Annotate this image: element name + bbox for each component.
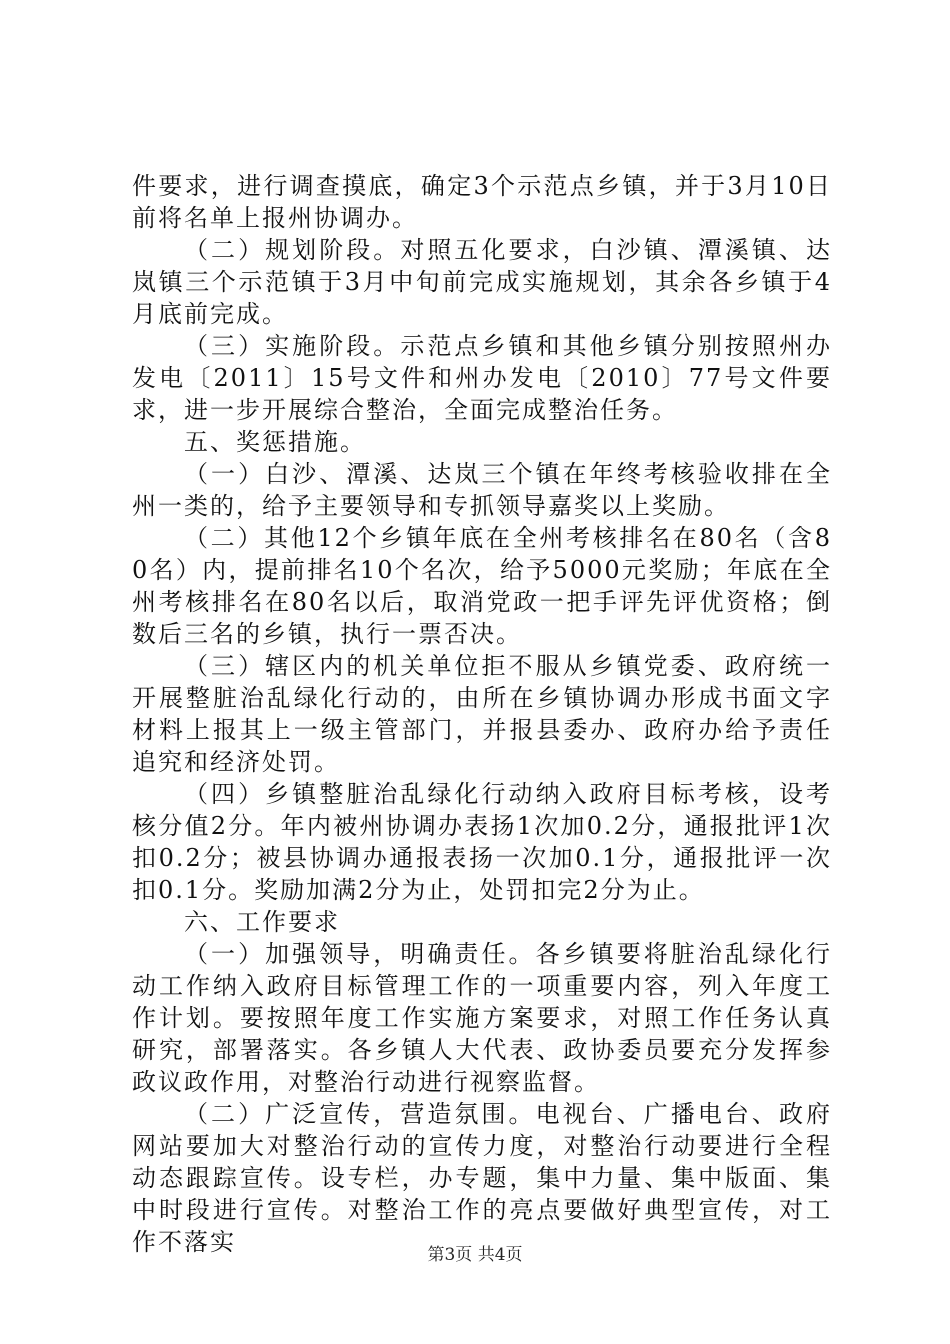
paragraph-reward-3: （三）辖区内的机关单位拒不服从乡镇党委、政府统一开展整脏治乱绿化行动的，由所在乡镇协调办形成书面文字材料上报其上一级主管部门，并报县委办、政府办给予责任追究和经济处罚。 bbox=[132, 652, 832, 776]
paragraph-reward-4: （四）乡镇整脏治乱绿化行动纳入政府目标考核，设考核分值2分。年内被州协调办表扬1次加0.2分，通报批评1次扣0.2分；被县协调办通报表扬一次加0.1分，通报批评一次扣0.1分。奖励加满2分为止，处罚扣完2分为止。 bbox=[132, 780, 832, 904]
document-body bbox=[132, 170, 832, 1258]
page-number-label: 第3页 共4页 bbox=[427, 1245, 523, 1265]
section-heading-requirements: 六、工作要求 bbox=[184, 908, 340, 936]
paragraph-implementation-stage: （三）实施阶段。示范点乡镇和其他乡镇分别按照州办发电〔2011〕15号文件和州办发电〔2010〕77号文件要求，进一步开展综合整治，全面完成整治任务。 bbox=[132, 332, 832, 424]
section-heading-rewards: 五、奖惩措施。 bbox=[184, 428, 366, 456]
paragraph-requirement-1: （一）加强领导，明确责任。各乡镇要将脏治乱绿化行动工作纳入政府目标管理工作的一项重要内容，列入年度工作计划。要按照年度工作实施方案要求，对照工作任务认真研究，部署落实。各乡镇人大代表、政协委员要充分发挥参政议政作用，对整治行动进行视察监督。 bbox=[132, 940, 832, 1096]
paragraph-reward-1: （一）白沙、潭溪、达岚三个镇在年终考核验收排在全州一类的，给予主要领导和专抓领导嘉奖以上奖励。 bbox=[132, 460, 832, 520]
paragraph-planning-stage: （二）规划阶段。对照五化要求，白沙镇、潭溪镇、达岚镇三个示范镇于3月中旬前完成实施规划，其余各乡镇于4月底前完成。 bbox=[132, 236, 832, 328]
paragraph-reward-2: （二）其他12个乡镇年底在全州考核排名在80名（含80名）内，提前排名10个名次，给予5000元奖励；年底在全州考核排名在80名以后，取消党政一把手评先评优资格；倒数后三名的乡镇，执行一票否决。 bbox=[132, 524, 832, 648]
page-footer bbox=[0, 1244, 950, 1266]
paragraph-continuation: 件要求，进行调查摸底，确定3个示范点乡镇，并于3月10日前将名单上报州协调办。 bbox=[132, 172, 832, 232]
paragraph-requirement-2: （二）广泛宣传，营造氛围。电视台、广播电台、政府网站要加大对整治行动的宣传力度，对整治行动要进行全程动态跟踪宣传。设专栏，办专题，集中力量、集中版面、集中时段进行宣传。对整治工作的亮点要做好典型宣传，对工作不落实 bbox=[132, 1100, 832, 1256]
